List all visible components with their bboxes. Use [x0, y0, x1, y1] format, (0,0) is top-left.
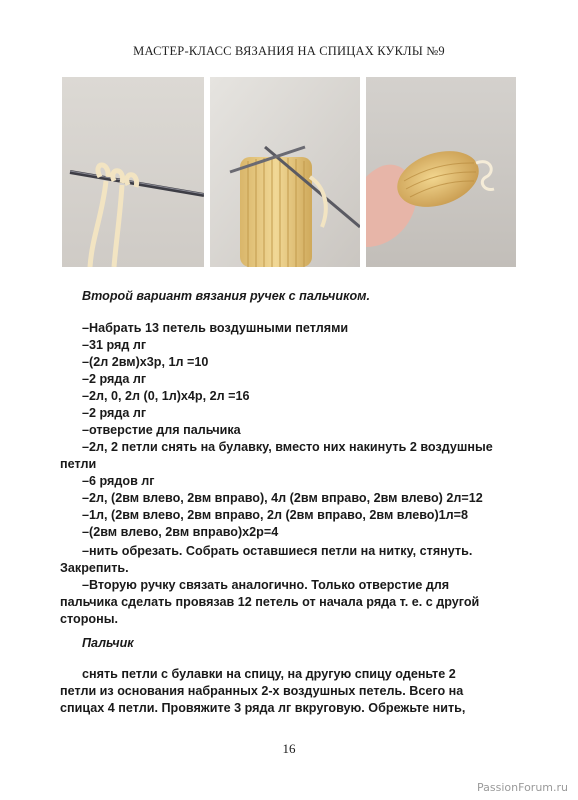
instruction-line: –2 ряда лг	[82, 372, 147, 386]
instruction-line-continuation: петли	[60, 457, 97, 471]
instruction-line: –2л, (2вм влево, 2вм вправо), 4л (2вм вправо, 2вм влево) 2л=12	[82, 491, 483, 505]
instruction-line-continuation: пальчика сделать провязав 12 петель от начала ряда т. е. с другой	[60, 595, 480, 609]
finger-instruction-line: снять петли с булавки на спицу, на другую спицу оденьте 2	[82, 667, 456, 681]
watermark: PassionForum.ru	[477, 781, 568, 794]
instruction-line: –(2л 2вм)х3р, 1л =10	[82, 355, 209, 369]
section-title: Второй вариант вязания ручек с пальчиком.	[82, 289, 370, 303]
page-number: 16	[282, 741, 296, 756]
instruction-line-continuation: Закрепить.	[60, 561, 129, 575]
instruction-line-continuation: стороны.	[60, 612, 118, 626]
knitted-tube-on-needles-photo	[210, 77, 360, 267]
finger-instruction-line: петли из основания набранных 2-х воздушных петель. Всего на	[60, 684, 464, 698]
instruction-line: –2л, 0, 2л (0, 1л)х4р, 2л =16	[82, 389, 250, 403]
instruction-line: –6 рядов лг	[82, 474, 155, 488]
finished-knitted-hand-photo	[366, 77, 516, 267]
knitting-needle-cast-on-photo	[62, 77, 204, 267]
instruction-line: –Набрать 13 петель воздушными петлями	[82, 321, 349, 335]
instruction-line: –отверстие для пальчика	[82, 423, 241, 437]
subsection-title: Пальчик	[82, 636, 134, 650]
instruction-line: –31 ряд лг	[82, 338, 147, 352]
instruction-line: –(2вм влево, 2вм вправо)х2р=4	[82, 525, 279, 539]
instruction-line: –2л, 2 петли снять на булавку, вместо них накинуть 2 воздушные	[82, 440, 493, 454]
instruction-line: –нить обрезать. Собрать оставшиеся петли на нитку, стянуть.	[82, 544, 473, 558]
page-header: МАСТЕР-КЛАСС ВЯЗАНИЯ НА СПИЦАХ КУКЛЫ №9	[133, 44, 445, 58]
finger-instruction-line: спицах 4 петли. Провяжите 3 ряда лг вкруговую. Обрежьте нить,	[60, 701, 466, 715]
instruction-line: –1л, (2вм влево, 2вм вправо, 2л (2вм вправо, 2вм влево)1л=8	[82, 508, 469, 522]
instruction-line: –2 ряда лг	[82, 406, 147, 420]
instruction-line: –Вторую ручку связать аналогично. Только отверстие для	[82, 578, 450, 592]
